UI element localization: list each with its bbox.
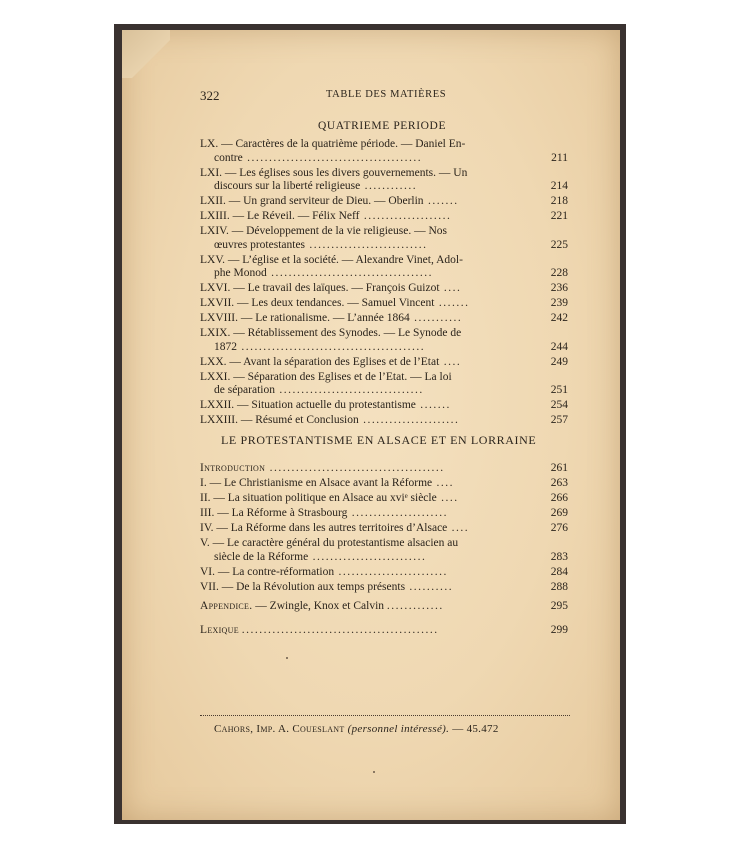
toc-entry: II. — La situation politique en Alsace au xviᵉ siècle .... 266 — [200, 492, 568, 504]
divider-rule — [200, 715, 570, 716]
colophon-note: (personnel intéressé). — [347, 723, 450, 735]
toc-entry-page: 257 — [550, 414, 568, 426]
toc-entry-title: I. — Le Christianisme en Alsace avant la Réforme — [200, 477, 433, 489]
toc-section-1 — [200, 138, 568, 429]
toc-entry: LXX. — Avant la séparation des Eglises et de l’Etat .... 249 — [200, 355, 568, 368]
running-head-title: TABLE DES MATIÈRES — [326, 89, 447, 100]
toc-entry-page: 261 — [550, 462, 568, 474]
section-title-alsace-lorraine: LE PROTESTANTISME EN ALSACE ET EN LORRAINE — [221, 433, 537, 447]
toc-entry-page: 211 — [551, 151, 568, 164]
toc-entry-page: 228 — [550, 267, 568, 279]
toc-entry-title-continued: œuvres protestantes — [214, 238, 306, 251]
toc-entry: LXVII. — Les deux tendances. — Samuel Vincent ....... 239 — [200, 297, 568, 309]
toc-entry-page: 218 — [550, 195, 568, 207]
toc-entry-page: 221 — [550, 210, 568, 222]
toc-entry-title-continued: phe Monod — [214, 267, 267, 279]
toc-entry-title: LXXIII. — Résumé et Conclusion — [200, 414, 359, 426]
toc-entry-page: 242 — [550, 312, 568, 324]
appendix-page: 295 — [550, 600, 568, 612]
toc-entry: LXIV. — Développement de la vie religieuse. — Nos œuvres protestantes ........................... 225 — [200, 225, 568, 251]
toc-entry-title: LXXII. — Situation actuelle du protestantisme — [200, 399, 416, 411]
toc-entry-page: 249 — [550, 355, 568, 368]
toc-entry: LXVI. — Le travail des laïques. — François Guizot .... 236 — [200, 282, 568, 294]
printer-colophon — [214, 723, 499, 735]
toc-entry-title: LXIV. — Développement de la vie religieuse. — Nos — [200, 225, 447, 237]
toc-entry-title-continued: de séparation — [214, 384, 275, 396]
toc-entry-page: 288 — [550, 580, 568, 593]
toc-entry-title: LXVII. — Les deux tendances. — Samuel Vincent — [200, 297, 435, 309]
toc-entry-title: LXIII. — Le Réveil. — Félix Neff — [200, 210, 360, 222]
appendix-label: Appendice. — [200, 600, 253, 612]
toc-entry: Introduction ........................................ 261 — [200, 462, 568, 474]
section-title-quatrieme-periode: QUATRIEME PERIODE — [318, 120, 447, 132]
toc-entry-page: 284 — [550, 565, 568, 578]
toc-section-2 — [200, 462, 568, 596]
toc-entry-page: 254 — [550, 399, 568, 411]
lexique-entry: Lexique ............................................. 299 — [200, 624, 568, 636]
toc-entry-page: 269 — [550, 507, 568, 519]
toc-entry-page: 239 — [550, 297, 568, 309]
toc-entry-title: LXX. — Avant la séparation des Eglises et de l’Etat — [200, 355, 440, 368]
toc-entry-title-continued: siècle de la Réforme — [214, 550, 309, 563]
toc-entry-page: 214 — [550, 180, 568, 192]
toc-entry: LXXI. — Séparation des Eglises et de l’Etat. — La loi de séparation ................................. 251 — [200, 370, 568, 396]
appendix-entry: Appendice. — Zwingle, Knox et Calvin ............. 295 — [200, 600, 568, 612]
lexique-label: Lexique — [200, 624, 239, 636]
paper-speck — [286, 657, 288, 659]
toc-entry-title: LXII. — Un grand serviteur de Dieu. — Oberlin — [200, 195, 424, 207]
toc-entry: LXVIII. — Le rationalisme. — L’année 1864 ........... 242 — [200, 312, 568, 324]
toc-entry-page: 263 — [550, 477, 568, 489]
toc-entry: LX. — Caractères de la quatrième période. — Daniel En- contre ........................................ 211 — [200, 138, 568, 164]
paper-speck — [373, 771, 375, 773]
toc-entry-page: 251 — [550, 384, 568, 396]
page-number: 322 — [200, 88, 220, 103]
toc-entry: LXIII. — Le Réveil. — Félix Neff .................... 221 — [200, 210, 568, 222]
toc-entry: LXXIII. — Résumé et Conclusion ...................... 257 — [200, 414, 568, 426]
toc-entry: LXIX. — Rétablissement des Synodes. — Le Synode de 1872 .......................................... 244 — [200, 327, 568, 353]
toc-entry: I. — Le Christianisme en Alsace avant la Réforme .... 263 — [200, 477, 568, 489]
toc-entry-page: 244 — [550, 340, 568, 353]
toc-entry: LXI. — Les églises sous les divers gouvernements. — Un discours sur la liberté religieuse ............ 214 — [200, 166, 568, 192]
toc-entry-title: LXVIII. — Le rationalisme. — L’année 1864 — [200, 312, 410, 324]
toc-entry: IV. — La Réforme dans les autres territoires d’Alsace .... 276 — [200, 522, 568, 534]
toc-entry: LXV. — L’église et la société. — Alexandre Vinet, Adol- phe Monod ..................................... 228 — [200, 253, 568, 279]
toc-entry-title-continued: discours sur la liberté religieuse — [214, 180, 361, 192]
toc-entry-page: 225 — [550, 238, 568, 251]
toc-entry: VI. — La contre-réformation ......................... 284 — [200, 565, 568, 578]
toc-entry-title: Introduction — [200, 462, 266, 474]
toc-entry-title: LXI. — Les églises sous les divers gouvernements. — Un — [200, 166, 468, 179]
toc-entry-title: III. — La Réforme à Strasbourg — [200, 507, 348, 519]
toc-entry-title: V. — Le caractère général du protestantisme alsacien au — [200, 537, 459, 549]
toc-entry-page: 276 — [550, 522, 568, 534]
toc-entry-title: VII. — De la Révolution aux temps présents — [200, 580, 406, 593]
colophon-place: Cahors, Imp. A. Coueslant — [214, 723, 345, 735]
toc-entry-page: 266 — [550, 492, 568, 504]
toc-entry-page: 236 — [550, 282, 568, 294]
appendix-text: — Zwingle, Knox et Calvin — [252, 600, 385, 612]
toc-entry-title: LXIX. — Rétablissement des Synodes. — Le Synode de — [200, 327, 462, 339]
toc-entry-title: IV. — La Réforme dans les autres territoires d’Alsace — [200, 522, 448, 534]
toc-entry: V. — Le caractère général du protestantisme alsacien au siècle de la Réforme .......................... 283 — [200, 537, 568, 563]
toc-entry: LXXII. — Situation actuelle du protestantisme ....... 254 — [200, 399, 568, 411]
toc-entry-title-continued: contre — [214, 151, 243, 164]
worn-corner — [122, 30, 170, 78]
toc-entry-title: II. — La situation politique en Alsace au xviᵉ siècle — [200, 492, 437, 504]
toc-entry-title: LXXI. — Séparation des Eglises et de l’Etat. — La loi — [200, 370, 452, 383]
colophon-number: — 45.472 — [452, 723, 499, 735]
toc-entry-title: LXVI. — Le travail des laïques. — François Guizot — [200, 282, 440, 294]
toc-entry: III. — La Réforme à Strasbourg ...................... 269 — [200, 507, 568, 519]
lexique-page: 299 — [550, 624, 568, 636]
toc-entry: LXII. — Un grand serviteur de Dieu. — Oberlin ....... 218 — [200, 195, 568, 207]
toc-entry-title-continued: 1872 — [214, 340, 237, 353]
toc-entry-title: VI. — La contre-réformation — [200, 565, 335, 578]
toc-entry-title: LXV. — L’église et la société. — Alexandre Vinet, Adol- — [200, 253, 463, 266]
toc-entry-title: LX. — Caractères de la quatrième période. — Daniel En- — [200, 138, 466, 150]
toc-entry: VII. — De la Révolution aux temps présents .......... 288 — [200, 580, 568, 593]
toc-entry-page: 283 — [550, 550, 568, 563]
